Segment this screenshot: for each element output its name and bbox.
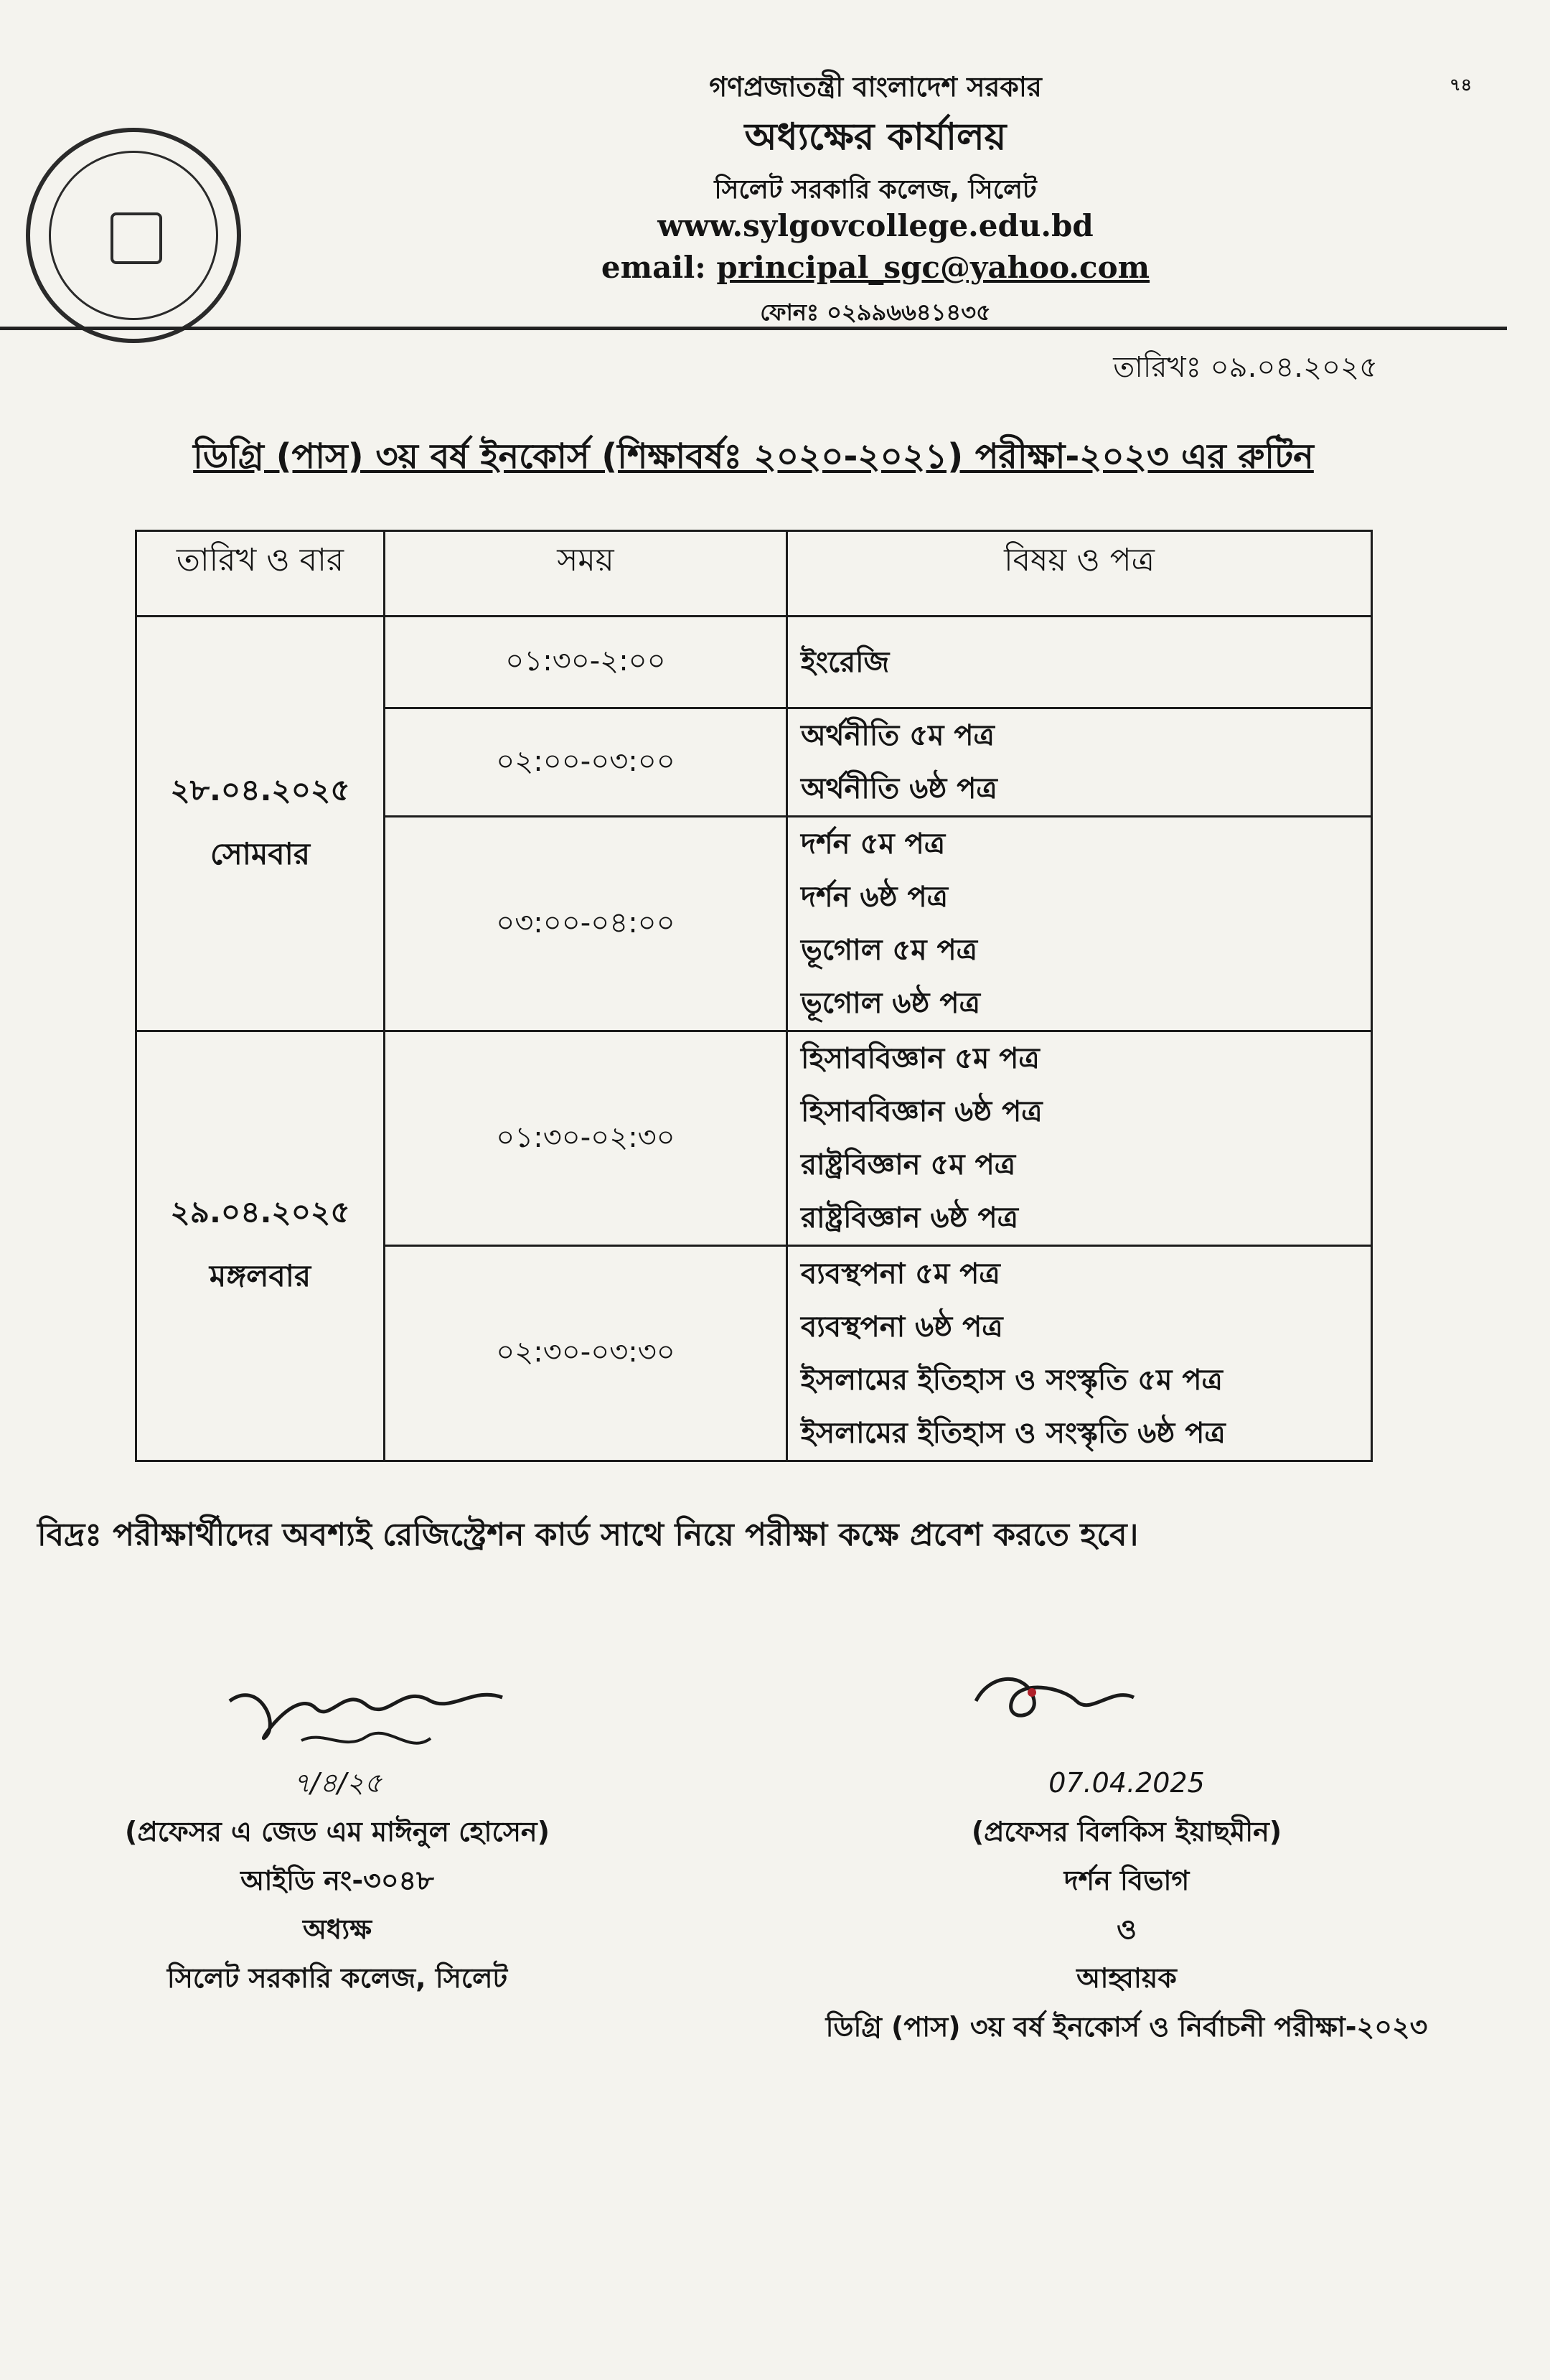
table-row — [136, 1031, 1372, 1246]
convener-signature-block — [768, 1758, 1485, 2051]
date-cell — [136, 1031, 385, 1461]
subject-cell — [787, 817, 1372, 1031]
time-cell: ০২:০০-০৩:০০ — [385, 708, 787, 817]
routine-title: ডিগ্রি (পাস) ৩য় বর্ষ ইনকোর্স (শিক্ষাবর্ষঃ ২০২০-২০২১) পরীক্ষা-২০২৩ এর রুটিন — [193, 436, 1314, 477]
issue-date: তারিখঃ ০৯.০৪.২০২৫ — [1113, 351, 1378, 384]
table-header-row — [136, 531, 1372, 617]
subject-cell — [787, 617, 1372, 708]
exam-weekday: সোমবার — [210, 835, 310, 871]
subject-item: অর্থনীতি ৫ম পত্র — [801, 719, 995, 752]
office-heading: অধ্যক্ষের কার্যালয় — [744, 116, 1007, 159]
signatory-id: আইডি নং-৩০৪৮ — [240, 1865, 434, 1896]
subject-item: ইংরেজি — [801, 645, 890, 679]
time-cell: ০১:৩০-২:০০ — [385, 617, 787, 708]
principal-signature-block — [86, 1758, 588, 2002]
time-cell: ০১:৩০-০২:৩০ — [385, 1031, 787, 1246]
time-cell: ০২:৩০-০৩:৩০ — [385, 1246, 787, 1461]
header-subject: বিষয় ও পত্র — [787, 531, 1372, 617]
header-divider — [0, 327, 1507, 330]
subject-cell — [787, 1246, 1372, 1461]
page-number: ৭৪ — [1450, 75, 1472, 95]
email-link[interactable]: principal_sgc@yahoo.com — [716, 250, 1150, 285]
signatory-role: আহ্বায়ক — [1076, 1962, 1177, 1994]
signatory-title: অধ্যক্ষ — [302, 1913, 372, 1945]
exam-date: ২৮.০৪.২০২৫ — [170, 772, 350, 807]
subject-item: ভূগোল ৫ম পত্র — [801, 934, 978, 967]
time-cell: ০৩:০০-০৪:০০ — [385, 817, 787, 1031]
exam-weekday: মঙ্গলবার — [209, 1258, 311, 1293]
principal-signature — [215, 1672, 517, 1766]
signatory-conjunction: ও — [1117, 1913, 1137, 1945]
phone-number: ফোনঃ ০২৯৯৬৬৪১৪৩৫ — [760, 299, 991, 326]
signatory-name: (প্রফেসর এ জেড এম মাঈনুল হোসেন) — [125, 1816, 550, 1847]
convener-signature — [962, 1658, 1148, 1737]
subject-item: দর্শন ৬ষ্ঠ পত্র — [801, 881, 949, 914]
handwritten-date: ৭/৪/২৫ — [292, 1767, 382, 1799]
instruction-note: বিদ্রঃ পরীক্ষার্থীদের অবশ্যই রেজিস্ট্রেশন কার্ড সাথে নিয়ে পরীক্ষা কক্ষে প্রবেশ করতে হবে। — [37, 1517, 1139, 1553]
college-seal — [26, 128, 241, 343]
subject-cell — [787, 708, 1372, 817]
website-link[interactable]: www.sylgovcollege.edu.bd — [657, 208, 1094, 243]
subject-item: হিসাববিজ্ঞান ৫ম পত্র — [801, 1042, 1040, 1075]
handwritten-date: 07.04.2025 — [1048, 1767, 1205, 1799]
header-time: সময় — [385, 531, 787, 617]
subject-item: রাষ্ট্রবিজ্ঞান ৫ম পত্র — [801, 1148, 1016, 1181]
signatory-name: (প্রফেসর বিলকিস ইয়াছমীন) — [971, 1816, 1282, 1847]
header-date: তারিখ ও বার — [136, 531, 385, 617]
college-name: সিলেট সরকারি কলেজ, সিলেট — [714, 175, 1037, 205]
subject-item: ইসলামের ইতিহাস ও সংস্কৃতি ৫ম পত্র — [801, 1363, 1223, 1397]
government-heading: গণপ্রজাতন্ত্রী বাংলাদেশ সরকার — [709, 71, 1042, 103]
signatory-institution: সিলেট সরকারি কলেজ, সিলেট — [166, 1962, 508, 1994]
subject-item: ভূগোল ৬ষ্ঠ পত্র — [801, 987, 980, 1020]
subject-item: রাষ্ট্রবিজ্ঞান ৬ষ্ঠ পত্র — [801, 1201, 1019, 1234]
signatory-committee: ডিগ্রি (পাস) ৩য় বর্ষ ইনকোর্স ও নির্বাচনী পরীক্ষা-২০২৩ — [825, 2011, 1428, 2043]
email-line — [301, 250, 1450, 285]
signatory-department: দর্শন বিভাগ — [1063, 1865, 1190, 1896]
exam-routine-table — [135, 530, 1373, 1462]
subject-item: ব্যবস্থপনা ৫ম পত্র — [801, 1257, 1000, 1290]
subject-item: দর্শন ৫ম পত্র — [801, 828, 946, 861]
subject-cell — [787, 1031, 1372, 1246]
date-cell — [136, 617, 385, 1031]
subject-item: ইসলামের ইতিহাস ও সংস্কৃতি ৬ষ্ঠ পত্র — [801, 1416, 1226, 1450]
subject-item: অর্থনীতি ৬ষ্ঠ পত্র — [801, 772, 997, 805]
email-label: email: — [601, 250, 706, 285]
subject-item: ব্যবস্থপনা ৬ষ্ঠ পত্র — [801, 1310, 1003, 1344]
subject-item: হিসাববিজ্ঞান ৬ষ্ঠ পত্র — [801, 1095, 1043, 1128]
exam-date: ২৯.০৪.২০২৫ — [170, 1194, 350, 1229]
table-row — [136, 617, 1372, 708]
